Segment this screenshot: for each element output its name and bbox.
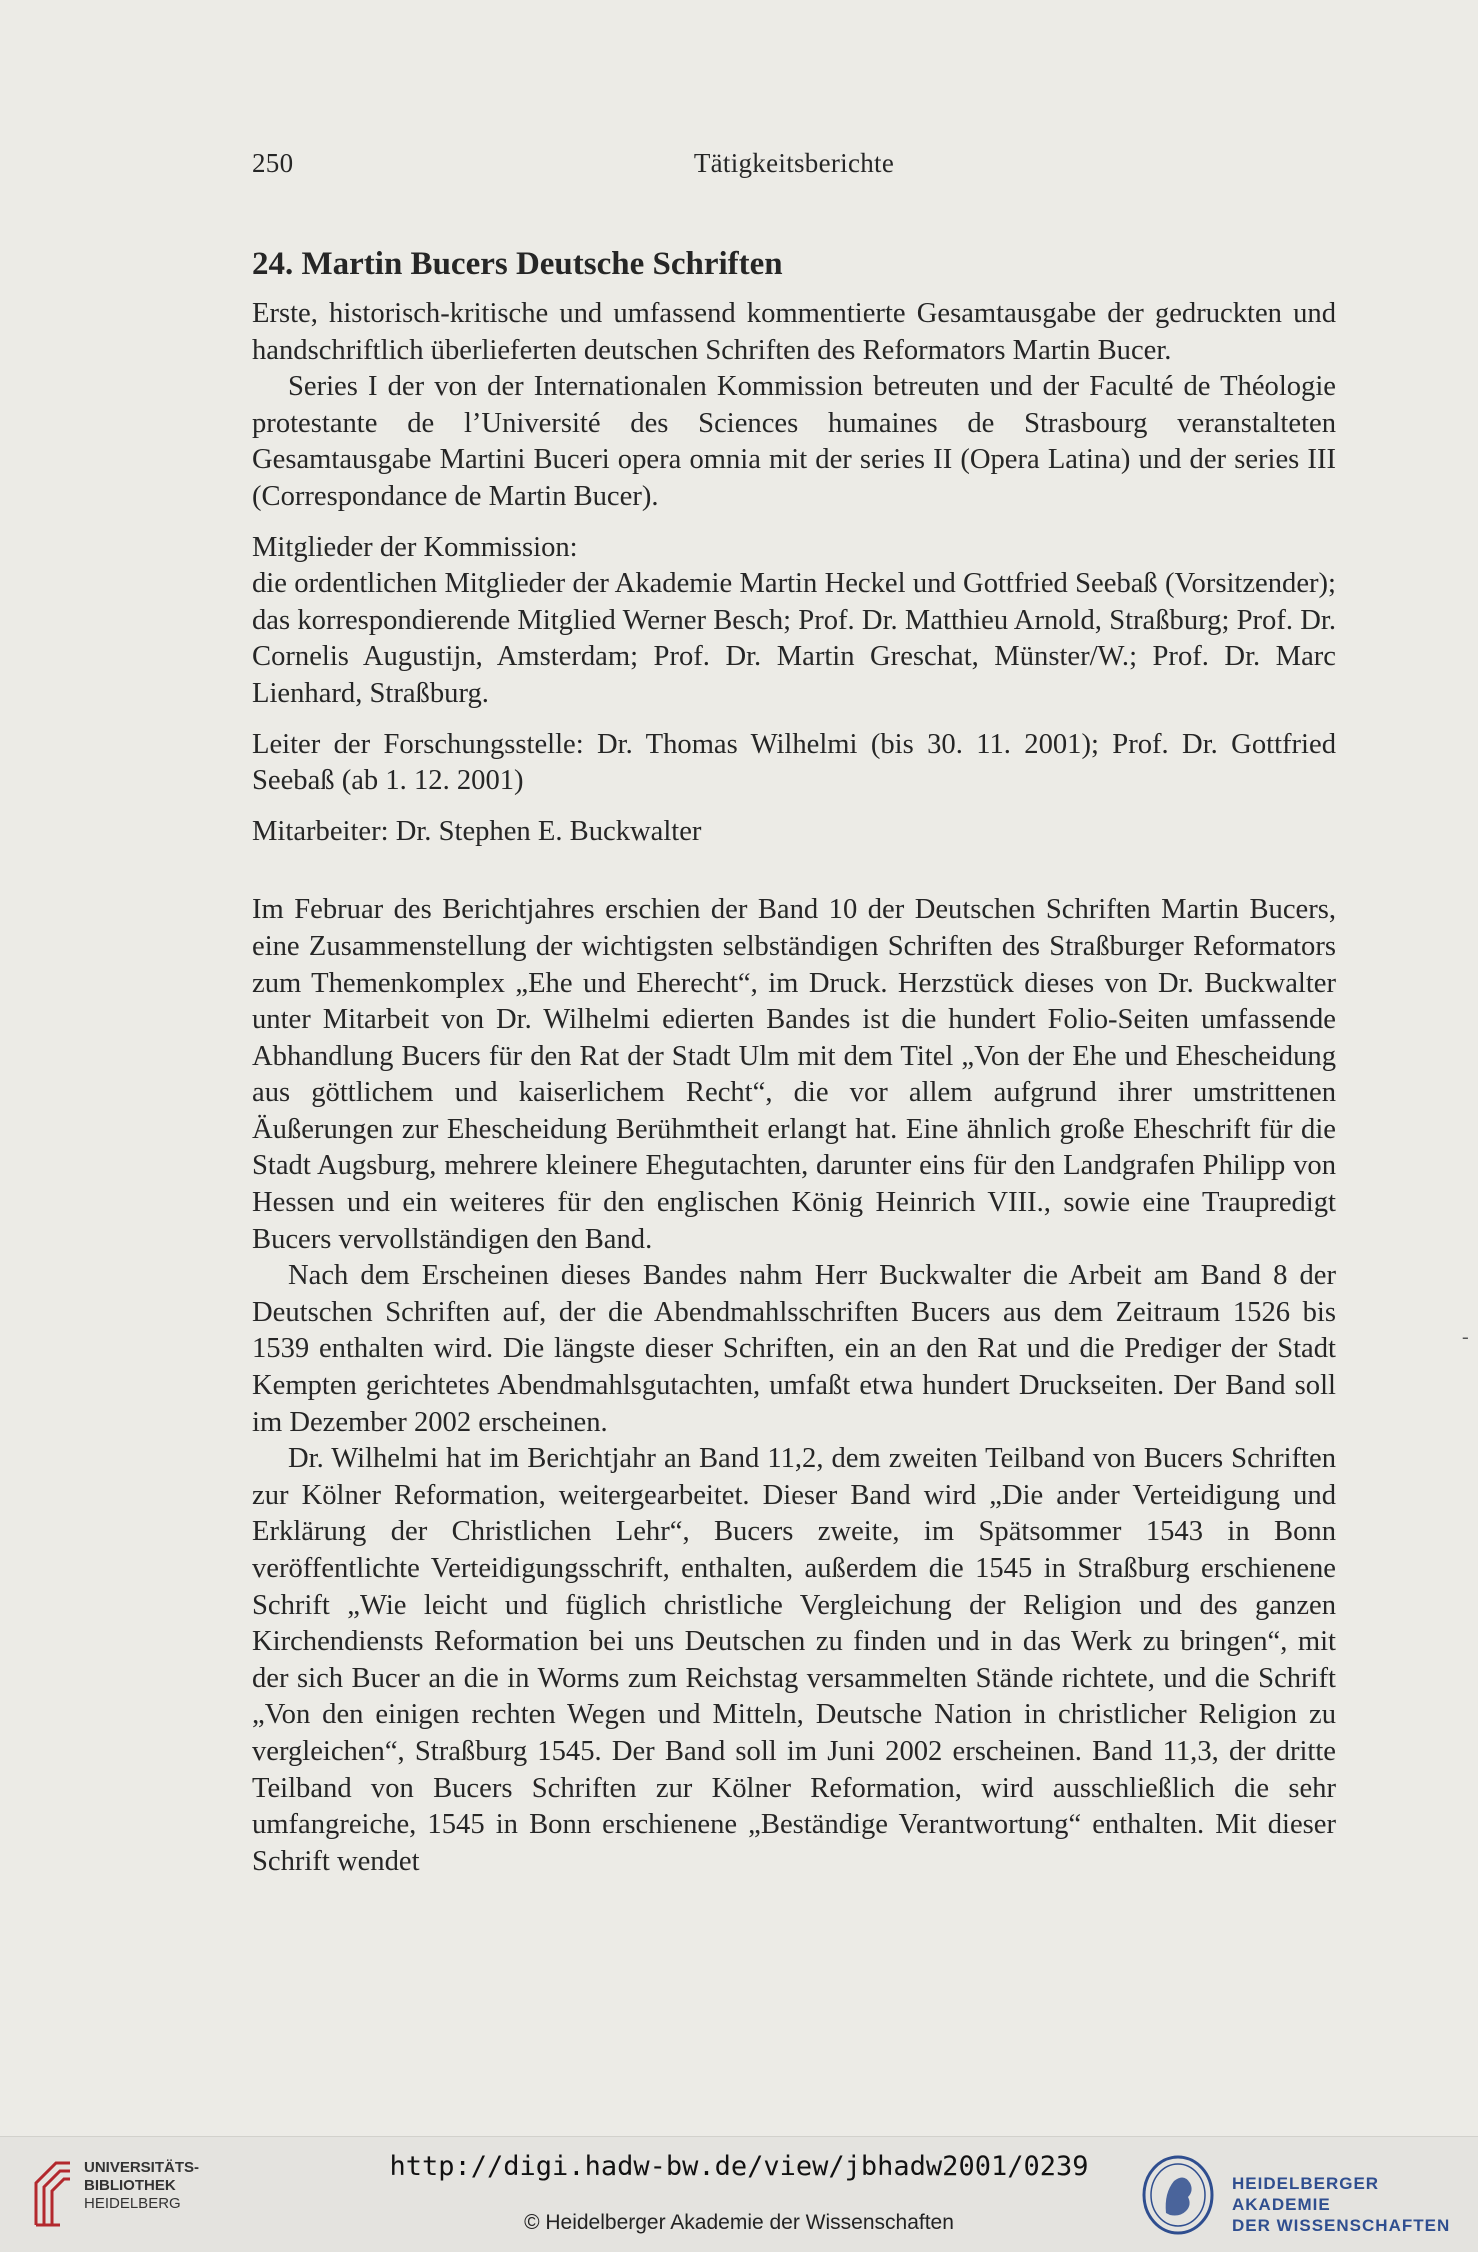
library-line-1: UNIVERSITÄTS- xyxy=(84,2159,200,2176)
viewer-footer xyxy=(0,2136,1478,2252)
library-line-2: BIBLIOTHEK xyxy=(84,2177,176,2194)
series-paragraph: Series I der von der Internationalen Kommission betreuten und der Faculté de Théologie protestante de l’Université des Sciences humaines de Strasbourg veranstalteten Gesamtausgabe Martini Buceri opera omnia mit der series II (Opera Latina) und der series III (Correspondance de Martin Bucer). xyxy=(252,371,1336,512)
copyright-notice: © Heidelberger Akademie der Wissenschaften xyxy=(524,2211,954,2234)
page-header xyxy=(252,148,1336,184)
article-content xyxy=(252,244,1336,1880)
body-paragraph-2: Nach dem Erscheinen dieses Bandes nahm Herr Buckwalter die Arbeit am Band 8 der Deutschen Schriften auf, der die Abendmahlsschriften Bucers aus dem Zeitraum 1526 bis 1539 enthalten wird. Die längste dieser Schriften, ein an den Rat und die Prediger der Stadt Kempten gerichtetes Abendmahlsgutachten, umfaßt etwa hundert Druckseiten. Der Band soll im Dezember 2002 erscheinen. xyxy=(252,1260,1336,1438)
commission-label: Mitglieder der Kommission: xyxy=(252,531,578,563)
section-title: 24. Martin Bucers Deutsche Schriften xyxy=(252,246,783,282)
margin-mark: - xyxy=(1462,1326,1469,1348)
page-number: 250 xyxy=(252,148,294,178)
staff-line: Mitarbeiter: Dr. Stephen E. Buckwalter xyxy=(252,815,702,847)
academy-line-2: DER WISSENSCHAFTEN xyxy=(1232,2216,1451,2235)
body-paragraph-3: Dr. Wilhelmi hat im Berichtjahr an Band 11,2, dem zweiten Teilband von Bucers Schriften zur Kölner Reformation, weitergearbeitet. Dieser Band wird „Die ander Verteidigung und Erklärung der Christlichen Lehr“, Bucers zweite, im Spätsommer 1543 in Bonn veröffentlichte Verteidigungsschrift, enthalten, außerdem die 1545 in Straßburg erschienene Schrift „Wie leicht und füglich christliche Vergleichung der Religion und des ganzen Kirchendiensts Reformation bei uns Deutschen zu finden und in das Werk zu bringen“, mit der sich Bucer an die in Worms zum Reichstag versammelten Stände richtete, und die Schrift „Von den einigen rechten Wegen und Mitteln, Deutsche Nation in christlicher Religion zu vergleichen“, Straßburg 1545. Der Band soll im Juni 2002 erscheinen. Band 11,3, der dritte Teilband von Bucers Schriften zur Kölner Reformation, wird ausschließlich die sehr umfangreiche, 1545 in Bonn erschienene „Beständige Verantwortung“ enthalten. Mit dieser Schrift wendet xyxy=(252,1443,1336,1877)
research-leader: Leiter der Forschungsstelle: Dr. Thomas Wilhelmi (bis 30. 11. 2001); Prof. Dr. Gottfried Seebaß (ab 1. 12. 2001) xyxy=(252,728,1336,797)
body-paragraph-1: Im Februar des Berichtjahres erschien der Band 10 der Deutschen Schriften Martin Bucers, eine Zusammenstellung der wichtigsten selbständigen Schriften des Straßburger Reformators zum Themenkomplex „Ehe und Eherecht“, im Druck. Herzstück dieses von Dr. Buckwalter unter Mitarbeit von Dr. Wilhelmi edierten Bandes ist die hundert Folio-Seiten umfassende Abhandlung Bucers für den Rat der Stadt Ulm mit dem Titel „Von der Ehe und Ehescheidung aus göttlichem und kaiserlichem Recht“, die vor allem aufgrund ihrer umstrittenen Äußerungen zur Ehescheidung Berühmtheit erlangt hat. Eine ähnlich große Eheschrift für die Stadt Augsburg, mehrere kleinere Ehegutachten, darunter eins für den Landgrafen Philipp von Hessen und ein weiteres für den englischen König Heinrich VIII., sowie eine Traupredigt Bucers vervollständigen den Band. xyxy=(252,894,1336,1255)
commission-members: die ordentlichen Mitglieder der Akademie Martin Heckel und Gottfried Seebaß (Vorsitzender); das korrespondierende Mitglied Werner Besch; Prof. Dr. Matthieu Arnold, Straßburg; Prof. Dr. Cornelis Augustijn, Amsterdam; Prof. Dr. Martin Greschat, Münster/W.; Prof. Dr. Marc Lienhard, Straßburg. xyxy=(252,568,1336,709)
library-line-3: HEIDELBERG xyxy=(84,2195,181,2212)
academy-name xyxy=(1232,2173,1478,2236)
permalink[interactable]: http://digi.hadw-bw.de/view/jbhadw2001/0239 xyxy=(389,2151,1089,2182)
running-head: Tätigkeitsberichte xyxy=(693,148,895,178)
intro-paragraph: Erste, historisch-kritische und umfassend kommentierte Gesamtausgabe der gedruckten und handschriftlich überlieferten deutschen Schriften des Reformators Martin Bucer. xyxy=(252,298,1336,366)
academy-line-1: HEIDELBERGER AKADEMIE xyxy=(1232,2174,1380,2214)
academy-seal-icon xyxy=(1140,2153,1216,2237)
